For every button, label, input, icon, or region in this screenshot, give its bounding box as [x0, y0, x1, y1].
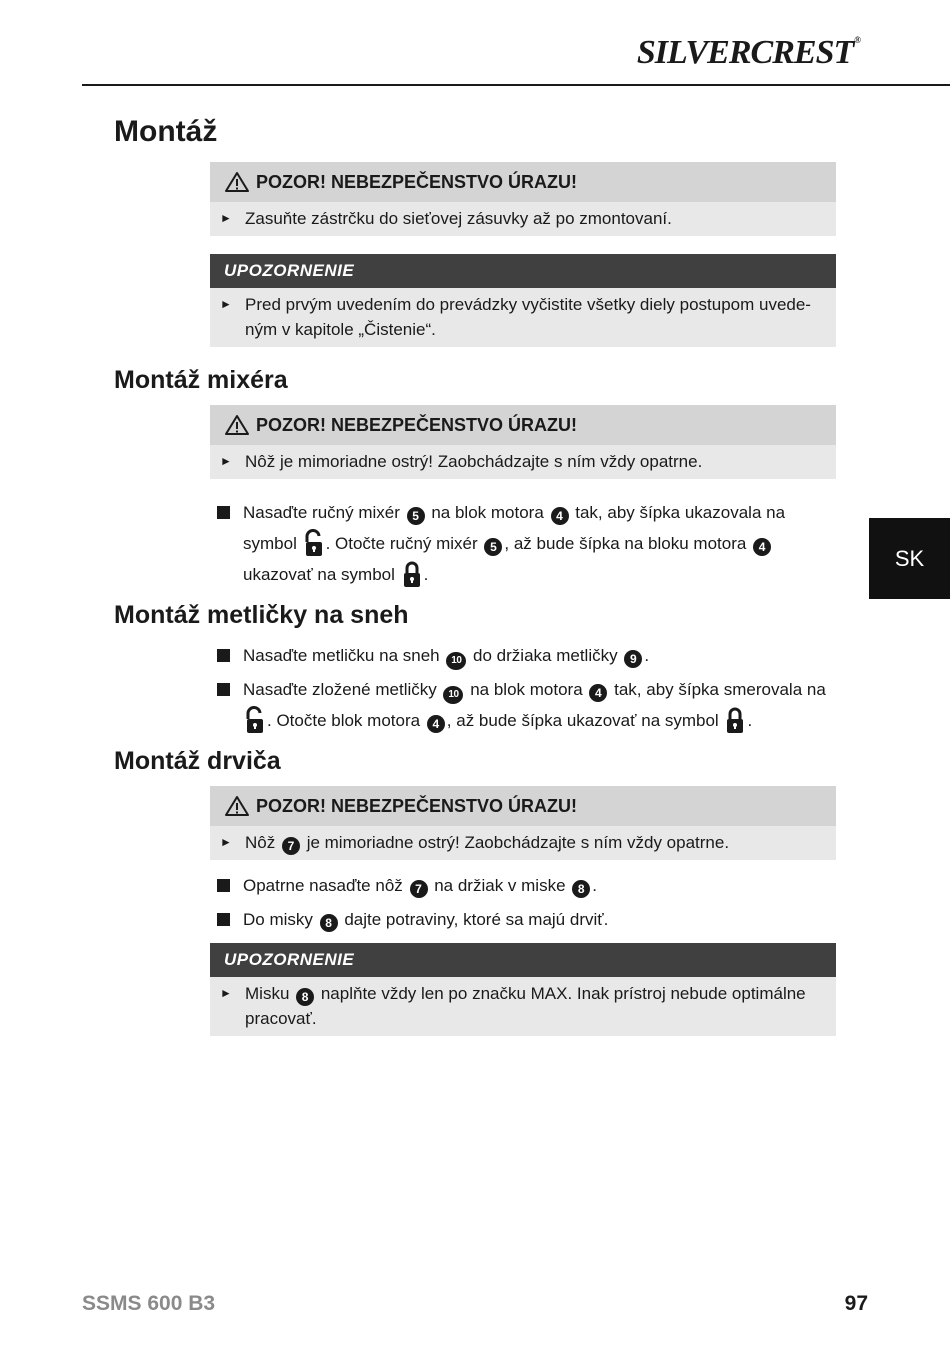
step-text	[243, 674, 828, 736]
text-run: Misku	[245, 984, 295, 1003]
text-run: . Otočte ručný mixér	[325, 534, 483, 553]
warning-box-main	[210, 162, 836, 236]
part-number-badge: 10	[443, 686, 463, 704]
logo-text: SILVERCREST	[636, 34, 854, 71]
part-number-badge: 4	[589, 684, 607, 702]
warning-header	[210, 405, 836, 445]
text-run: dajte potraviny, ktoré sa majú drviť.	[339, 910, 609, 929]
warning-body	[210, 826, 836, 860]
part-number-badge: 7	[410, 880, 428, 898]
step-item	[217, 674, 836, 736]
warning-header	[210, 162, 836, 202]
text-run: tak, aby šípka ukazovala na symbol	[243, 503, 786, 553]
part-number-badge: 8	[572, 880, 590, 898]
arrow-icon: ►	[220, 211, 232, 225]
arrow-icon: ►	[220, 835, 232, 849]
text-run: , až bude šípka ukazovať na symbol	[446, 711, 724, 730]
bullet-square-icon	[217, 913, 230, 926]
warning-title: POZOR! NEBEZPEČENSTVO ÚRAZU!	[256, 171, 578, 192]
silvercrest-logo	[637, 34, 860, 72]
text-run: Do misky	[243, 910, 318, 929]
unlocked-padlock-icon	[244, 706, 266, 734]
unlocked-padlock-icon	[303, 529, 325, 557]
section-title-whisk: Montáž metličky na sneh	[114, 601, 409, 629]
bullet-square-icon	[217, 683, 230, 696]
text-run: Nasaďte zložené metličky	[243, 680, 442, 699]
part-number-badge: 4	[427, 715, 445, 733]
warning-title: POZOR! NEBEZPEČENSTVO ÚRAZU!	[256, 414, 578, 435]
arrow-icon: ►	[220, 986, 232, 1000]
note-text-line: ným v kapitole „Čistenie“.	[245, 320, 436, 339]
warning-text: Nôž je mimoriadne ostrý! Zaobchádzajte s ním vždy opatrne.	[245, 452, 703, 471]
note-item	[220, 981, 826, 1031]
text-run: .	[423, 565, 429, 584]
note-text-line: Pred prvým uvedením do prevádzky vyčistite všetky diely postupom uvede-	[245, 295, 811, 314]
text-run: . Otočte blok motora	[267, 711, 425, 730]
text-run: na blok motora	[465, 680, 588, 699]
part-number-badge: 5	[484, 538, 502, 556]
part-number-badge: 7	[282, 837, 300, 855]
bullet-square-icon	[217, 879, 230, 892]
warning-body	[210, 202, 836, 236]
whisk-steps	[217, 640, 836, 736]
part-number-badge: 8	[320, 914, 338, 932]
text-run: Opatrne nasaďte nôž	[243, 876, 408, 895]
language-tab: SK	[869, 518, 950, 599]
text-run: Nasaďte metličku na sneh	[243, 646, 445, 665]
text-run: na držiak v miske	[429, 876, 571, 895]
text-run: do držiaka metličky	[468, 646, 623, 665]
step-item	[217, 497, 836, 590]
locked-padlock-icon	[724, 706, 746, 734]
warning-item	[220, 830, 826, 855]
warning-triangle-icon	[224, 795, 250, 817]
warning-body	[210, 445, 836, 479]
note-text	[245, 292, 811, 342]
text-run: .	[592, 876, 597, 895]
mixer-steps	[217, 497, 836, 590]
registered-mark: ®	[854, 35, 860, 45]
text-run: .	[747, 711, 753, 730]
arrow-icon: ►	[220, 454, 232, 468]
note-header	[210, 254, 836, 288]
section-title-mixer: Montáž mixéra	[114, 366, 288, 394]
note-body	[210, 288, 836, 347]
text-run: Nasaďte ručný mixér	[243, 503, 405, 522]
text-run: je mimoriadne ostrý! Zaobchádzajte s ním vždy opatrne.	[301, 833, 730, 852]
text-run: naplňte vždy len po značku MAX. Inak prístroj nebude optimálne pracovať.	[245, 984, 806, 1028]
warning-text	[245, 830, 729, 855]
locked-padlock-icon	[401, 560, 423, 588]
text-run: ukazovať na symbol	[243, 565, 400, 584]
warning-triangle-icon	[224, 414, 250, 436]
header-rule	[82, 84, 950, 86]
step-item	[217, 870, 836, 901]
note-box-main	[210, 254, 836, 347]
note-item	[220, 292, 826, 342]
footer-model: SSMS 600 B3	[82, 1292, 216, 1315]
arrow-icon: ►	[220, 297, 232, 311]
bullet-square-icon	[217, 649, 230, 662]
note-body	[210, 977, 836, 1036]
step-item	[217, 640, 836, 671]
text-run: Nôž	[245, 833, 280, 852]
note-title: UPOZORNENIE	[224, 950, 355, 969]
warning-title: POZOR! NEBEZPEČENSTVO ÚRAZU!	[256, 795, 578, 816]
text-run: , až bude šípka na bloku motora	[504, 534, 752, 553]
warning-box-mixer	[210, 405, 836, 479]
note-box-chopper	[210, 943, 836, 1036]
text-run: tak, aby šípka smerovala na	[609, 680, 826, 699]
part-number-badge: 10	[446, 652, 466, 670]
warning-item	[220, 206, 826, 231]
chopper-steps	[217, 870, 836, 935]
note-text	[245, 981, 826, 1031]
part-number-badge: 5	[407, 507, 425, 525]
warning-box-chopper	[210, 786, 836, 860]
step-text	[243, 640, 828, 671]
text-run: na blok motora	[426, 503, 549, 522]
warning-item	[220, 449, 826, 474]
step-text	[243, 904, 828, 935]
page-content	[114, 114, 836, 1054]
section-title-chopper: Montáž drviča	[114, 747, 281, 775]
text-run: .	[644, 646, 650, 665]
warning-header	[210, 786, 836, 826]
note-header	[210, 943, 836, 977]
warning-triangle-icon	[224, 171, 250, 193]
bullet-square-icon	[217, 506, 230, 519]
page-number: 97	[844, 1292, 868, 1315]
step-text	[243, 870, 828, 901]
part-number-badge: 4	[753, 538, 771, 556]
warning-text: Zasuňte zástrčku do sieťovej zásuvky až po zmontovaní.	[245, 209, 672, 228]
part-number-badge: 8	[296, 988, 314, 1006]
part-number-badge: 9	[624, 650, 642, 668]
note-title: UPOZORNENIE	[224, 261, 355, 280]
step-text	[243, 497, 828, 590]
step-item	[217, 904, 836, 935]
part-number-badge: 4	[551, 507, 569, 525]
page-title: Montáž	[114, 115, 218, 148]
